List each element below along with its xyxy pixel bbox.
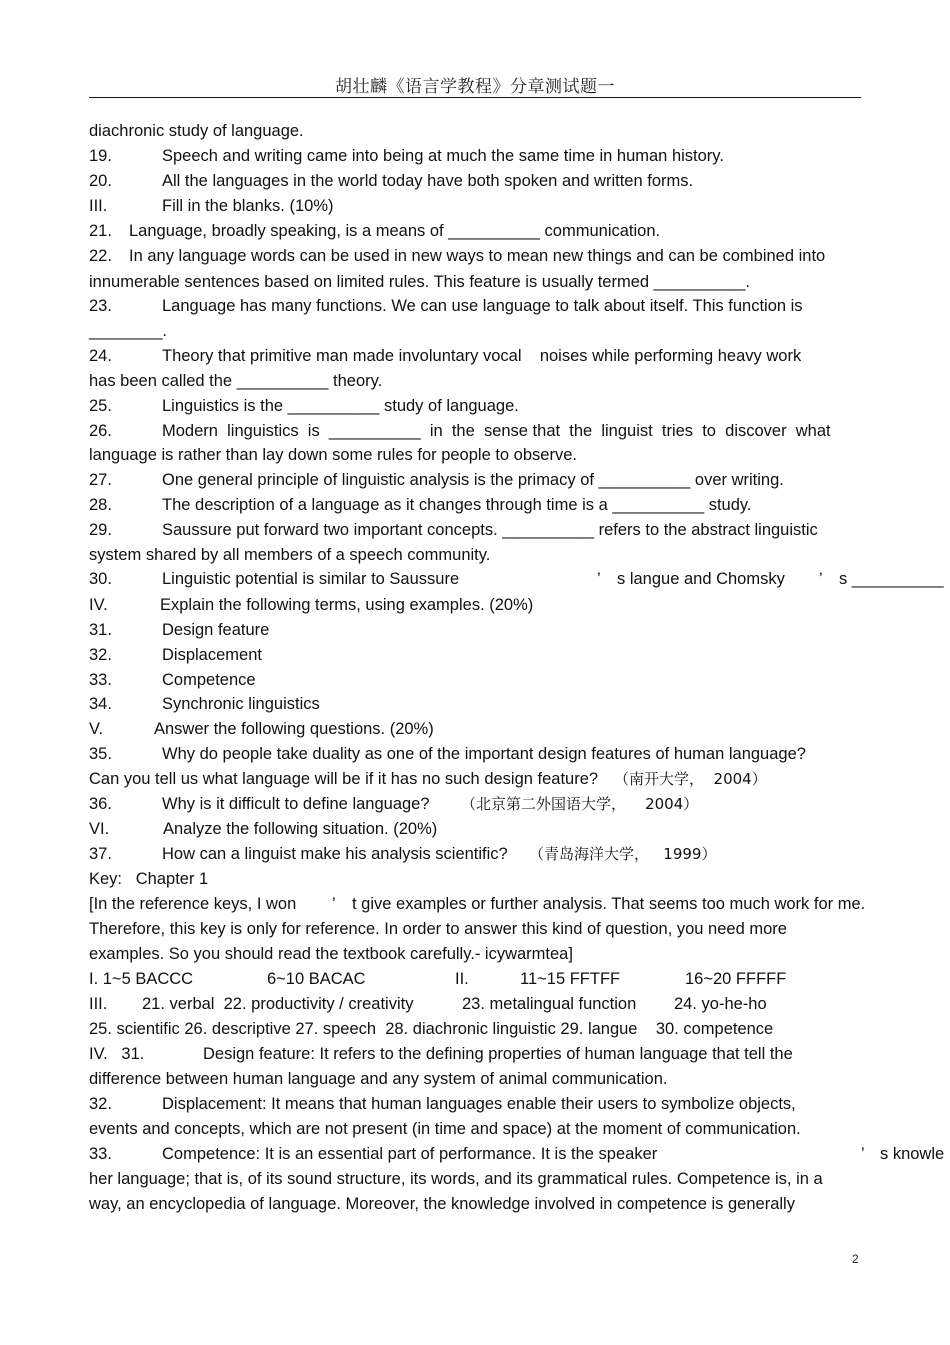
key-note-line-1: [In the reference keys, I won ’ t give examples or further analysis. That seems too much work for me. xyxy=(89,895,866,913)
header-divider xyxy=(89,97,861,98)
question-30: 30. Linguistic potential is similar to Saussure ’ s langue and Chomsky ’ s __________ xyxy=(89,570,944,588)
page-header-title: 胡壮麟《语言学教程》分章测试题一 xyxy=(335,77,615,97)
page-number: 2 xyxy=(852,1252,859,1266)
answer-33: 33. Competence: It is an essential part of performance. It is the speaker ’ s knowle xyxy=(89,1145,945,1163)
document-page: 胡壮麟《语言学教程》分章测试题一 diachronic study of language. 19. Speech and writing came into being at much the same time in human history. 20. All the languages in the world today have both spoken and written forms. III. Fill in the blanks. (10%) 21. Language, broadly speaking, is a means of __________ communication. 22. In any language words can be used in new ways to mean new things and can be combined into innumerable sentences based on limited rules. This feature is usually termed __________. 23. Language has many functions. We can use language to talk about itself. This function is ________. 24. Theory that primitive man made involuntary vocal noises while performing heavy work has been called the __________ theory. 25. Linguistics is the __________ study of language. 26. Modern linguistics is __________ in the sense that the linguist tries to discover what language is rather than lay down some rules for people to observe. 27. One general principle of linguistic analysis is the primacy of __________ over writing. 28. The description of a language as it changes through time is a __________ study. 29. Saussure put forward two important concepts. __________ refers to the abstract linguistic system shared by all members of a speech community. 30. Linguistic potential is similar to Saussure ’ s langue and Chomsky ’ s __________ IV. Explain the following terms, using examples. (20%) 31. Design feature 32. Displacement 33. Competence 34. Synchronic linguistics V. Answer the following questions. (20%) 35. Why do people take duality as one of the important design features of human language? Can you tell us what language will be if it has no such design feature? （南开大学， 2004） 36. Why is it difficult to define language? （北京第二外国语大学， 2004） VI. Analyze the following situation. (20%) 37. How can a linguist make his analysis scientific? （青岛海洋大学， 1999） Key: Chapter 1 [In the reference keys, I won ’ t give examples or further analysis. That seems too much work for me. Therefore, this key is only for reference. In order to answer this kind of question, you need more examples. So you should read the textbook carefully.- icywarmtea] I. 1~5 BACCC 6~10 BACAC II. 11~15 FFTFF 16~20 FFFFF III. 21. verbal 22. productivity / creativity 23. metalingual function 24. yo-he-ho 25. scientific 26. descriptive 27. speech 28. diachronic linguistic 29. langue 30. competence IV. 31. Design feature: It refers to the defining properties of human language that tell the difference between human language and any system of animal communication. 32. Displacement: It means that human languages enable their users to symbolize objects, events and concepts, which are not present (in time and space) at the moment of communication. 33. Competence: It is an essential part of performance. It is the speaker ’ s knowle her language; that is, of its sound structure, its words, and its grammatical rules. Competence is, in a way, an encyclopedia of language. Moreover, the knowledge involved in competence is generally 2 xyxy=(0,0,950,1345)
